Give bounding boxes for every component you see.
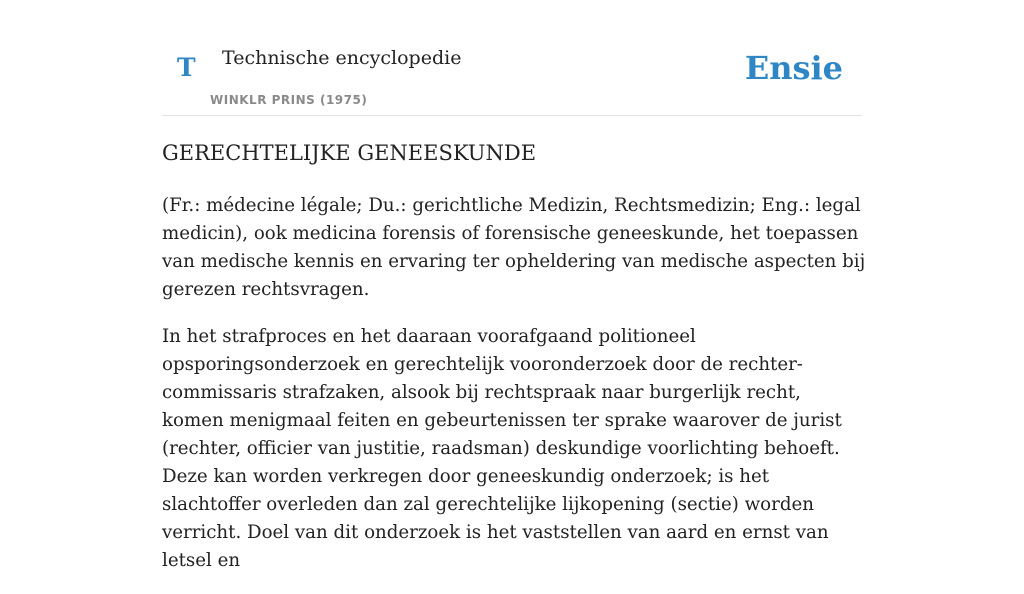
source-initial-icon[interactable]: T xyxy=(177,53,196,82)
article-body xyxy=(162,192,867,594)
article-paragraph: In het strafproces en het daaraan voorafgaand politioneel opsporingsonderzoek en gerechtelijk vooronderzoek door de rechter-commissaris strafzaken, alsook bij rechtspraak naar burgerlijk recht, komen menigmaal feiten en gebeurtenissen ter sprake waarover de jurist (rechter, officier van justitie, raadsman) deskundige voorlichting behoeft. Deze kan worden verkregen door geneeskundig onderzoek; is het slachtoffer overleden dan zal gerechtelijke lijkopening (sectie) worden verricht. Doel van dit onderzoek is het vaststellen van aard en ernst van letsel en xyxy=(162,326,842,571)
edition-label: WINKLR PRINS (1975) xyxy=(210,93,368,107)
source-name-link[interactable]: Technische encyclopedie xyxy=(222,47,462,69)
page-header xyxy=(162,40,862,116)
brand-logo[interactable]: Ensie xyxy=(744,49,843,87)
article-title: GERECHTELIJKE GENEESKUNDE xyxy=(162,141,537,165)
article-paragraph: (Fr.: médecine légale; Du.: gerichtliche Medizin, Rechtsmedizin; Eng.: legal medicin), ook medicina forensis of forensische geneeskunde, het toepassen van medische kennis en ervaring ter opheldering van medische aspecten bij gerezen rechtsvragen. xyxy=(162,195,866,300)
